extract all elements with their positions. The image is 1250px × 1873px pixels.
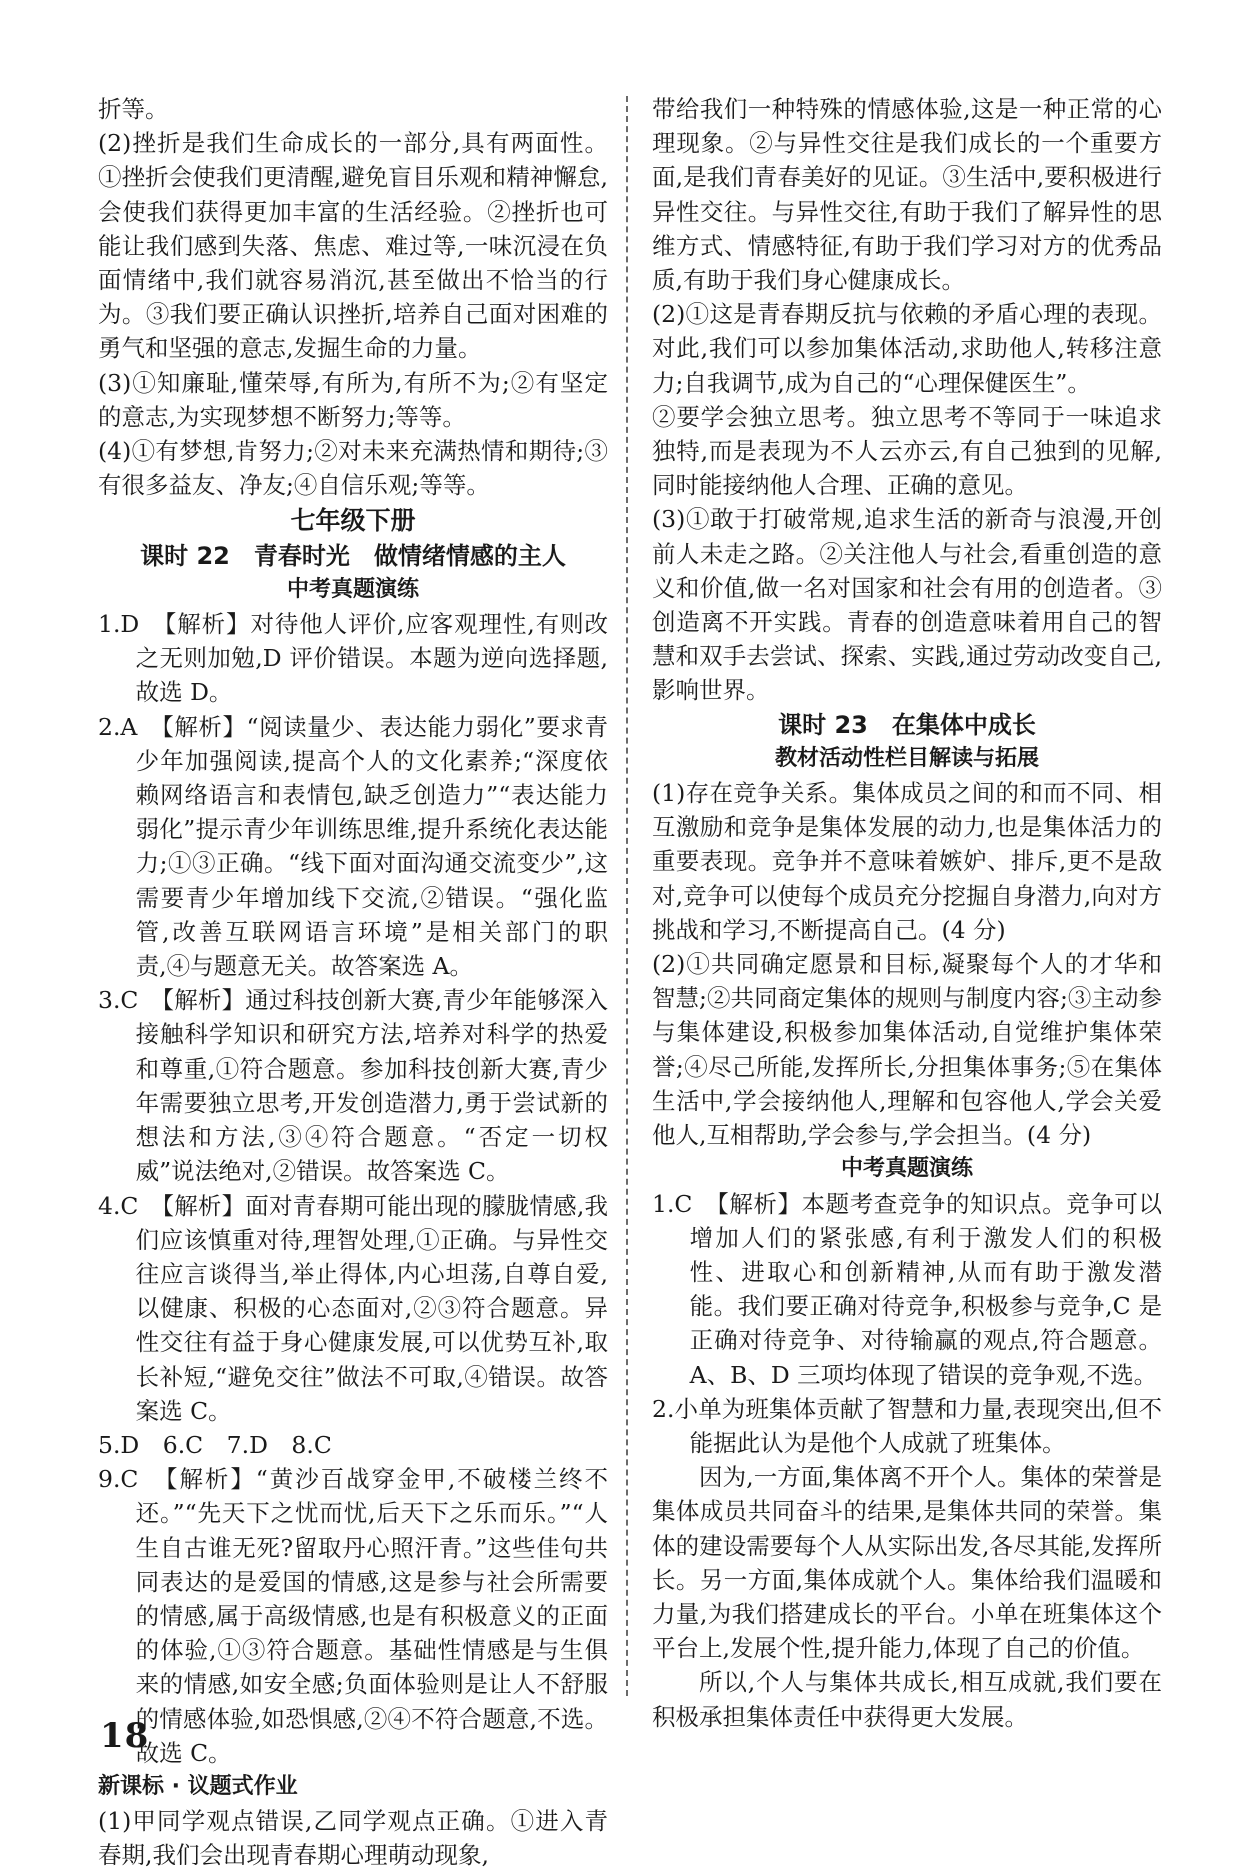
answer-item: 2.A 【解析】“阅读量少、表达能力弱化”要求青少年加强阅读,提高个人的文化素养;“深度依赖网络语言和表情包,缺乏创造力”“表达能力弱化”提示青少年训练思维,提升系统化表达能力;①③正确。“线下面对面沟通交流变少”,这需要青少年增加线下交流,②错误。“强化监管,改善互联网语言环境”是相关部门的职责,④与题意无关。故答案选 A。 — [98, 712, 608, 981]
right-column — [652, 92, 1162, 1734]
answer-item: 2.小单为班集体贡献了智慧和力量,表现突出,但不能据此认为是他个人成就了班集体。 — [652, 1394, 1162, 1457]
answer-item: 1.C 【解析】本题考查竞争的知识点。竞争可以增加人们的紧张感,有利于激发人们的积极性、进取心和创新精神,从而有助于激发潜能。我们要正确对待竞争,积极参与竞争,C 是正确对待竞争、对待输赢的观点,符合题意。A、B、D 三项均体现了错误的竞争观,不选。 — [652, 1189, 1162, 1389]
page-number: 18 — [100, 1716, 150, 1756]
answer-item: 4.C 【解析】面对青春期可能出现的朦胧情感,我们应该慎重对待,理智处理,①正确。与异性交往应言谈得当,举止得体,内心坦荡,自尊自爱,以健康、积极的心态面对,②③符合题意。异性交往有益于身心健康发展,可以优势互补,取长补短,“避免交往”做法不可取,④错误。故答案选 C。 — [98, 1191, 608, 1425]
paragraph: ②要学会独立思考。独立思考不等同于一味追求独特,而是表现为不人云亦云,有自己独到的见解,同时能接纳他人合理、正确的意见。 — [652, 402, 1162, 500]
paragraph: (1)存在竞争关系。集体成员之间的和而不同、相互激励和竞争是集体发展的动力,也是集体活力的重要表现。竞争并不意味着嫉妒、排斥,更不是敌对,竞争可以使每个成员充分挖掘自身潜力,向对方挑战和学习,不断提高自己。(4 分) — [652, 779, 1162, 944]
paragraph: (2)挫折是我们生命成长的一部分,具有两面性。①挫折会使我们更清醒,避免盲目乐观和精神懈怠,会使我们获得更加丰富的生活经验。②挫折也可能让我们感到失落、焦虑、难过等,一味沉浸在负面情绪中,我们就容易消沉,甚至做出不恰当的行为。③我们要正确认识挫折,培养自己面对困难的勇气和坚强的意志,发掘生命的力量。 — [98, 129, 608, 363]
left-column — [98, 92, 608, 1873]
answer-item: 9.C 【解析】“黄沙百战穿金甲,不破楼兰终不还。”“先天下之忧而忧,后天下之乐而乐。”“人生自古谁无死?留取丹心照汗青。”这些佳句共同表达的是爱国的情感,这是参与社会所需要的情感,属于高级情感,也是有积极意义的正面的体验,①③符合题意。基础性情感是与生俱来的情感,如安全感;负面体验则是让人不舒服的情感体验,如恐惧感,②④不符合题意,不选。故选 C。 — [98, 1465, 608, 1767]
section-heading: 中考真题演练 — [286, 576, 419, 602]
paragraph: (3)①敢于打破常规,追求生活的新奇与浪漫,开创前人未走之路。②关注他人与社会,看重创造的意义和价值,做一名对国家和社会有用的创造者。③创造离不开实践。青春的创造意味着用自己的智慧和双手去尝试、探索、实践,通过劳动改变自己,影响世界。 — [652, 505, 1162, 705]
paragraph: (1)甲同学观点错误,乙同学观点正确。①进入青春期,我们会出现青春期心理萌动现象, — [98, 1807, 608, 1870]
paragraph: (3)①知廉耻,懂荣辱,有所为,有所不为;②有坚定的意志,为实现梦想不断努力;等等。 — [98, 368, 608, 431]
section-heading: 新课标 · 议题式作业 — [98, 1773, 298, 1799]
paragraph: 因为,一方面,集体离不开个人。集体的荣誉是集体成员共同奋斗的结果,是集体共同的荣誉。集体的建设需要每个人从实际出发,各尽其能,发挥所长。另一方面,集体成就个人。集体给我们温暖和力量,为我们搭建成长的平台。小单在班集体这个平台上,发展个性,提升能力,体现了自己的价值。 — [652, 1463, 1162, 1663]
section-heading: 教材活动性栏目解读与拓展 — [774, 745, 1039, 771]
paragraph: 带给我们一种特殊的情感体验,这是一种正常的心理现象。②与异性交往是我们成长的一个重要方面,是我们青春美好的见证。③生活中,要积极进行异性交往。与异性交往,有助于我们了解异性的思维方式、情感特征,有助于我们学习对方的优秀品质,有助于我们身心健康成长。 — [652, 95, 1162, 295]
answer-item: 5.D 6.C 7.D 8.C — [98, 1430, 332, 1459]
paragraph: (2)①共同确定愿景和目标,凝聚每个人的才华和智慧;②共同商定集体的规则与制度内容;③主动参与集体建设,积极参加集体活动,自觉维护集体荣誉;④尽己所能,发挥所长,分担集体事务;⑤在集体生活中,学会接纳他人,理解和包容他人,学会关爱他人,互相帮助,学会参与,学会担当。(4 分) — [652, 950, 1162, 1150]
answer-item: 3.C 【解析】通过科技创新大赛,青少年能够深入接触科学知识和研究方法,培养对科学的热爱和尊重,①符合题意。参加科技创新大赛,青少年需要独立思考,开发创造潜力,勇于尝试新的想法和方法,③④符合题意。“否定一切权威”说法绝对,②错误。故答案选 C。 — [98, 986, 608, 1186]
lesson-heading: 课时 23 在集体中成长 — [778, 710, 1036, 739]
paragraph: 折等。 — [98, 95, 169, 123]
section-heading: 中考真题演练 — [840, 1156, 973, 1182]
answer-item: 1.D 【解析】对待他人评价,应客观理性,有则改之无则加勉,D 评价错误。本题为逆向选择题,故选 D。 — [98, 610, 608, 707]
paragraph: 所以,个人与集体共成长,相互成就,我们要在积极承担集体责任中获得更大发展。 — [652, 1668, 1162, 1731]
paragraph: (2)①这是青春期反抗与依赖的矛盾心理的表现。对此,我们可以参加集体活动,求助他人,转移注意力;自我调节,成为自己的“心理保健医生”。 — [652, 300, 1162, 397]
paragraph: (4)①有梦想,肯努力;②对未来充满热情和期待;③有很多益友、净友;④自信乐观;等等。 — [98, 437, 608, 500]
grade-heading: 七年级下册 — [290, 506, 416, 536]
column-divider — [626, 96, 628, 1696]
lesson-heading: 课时 22 青春时光 做情绪情感的主人 — [140, 541, 566, 570]
